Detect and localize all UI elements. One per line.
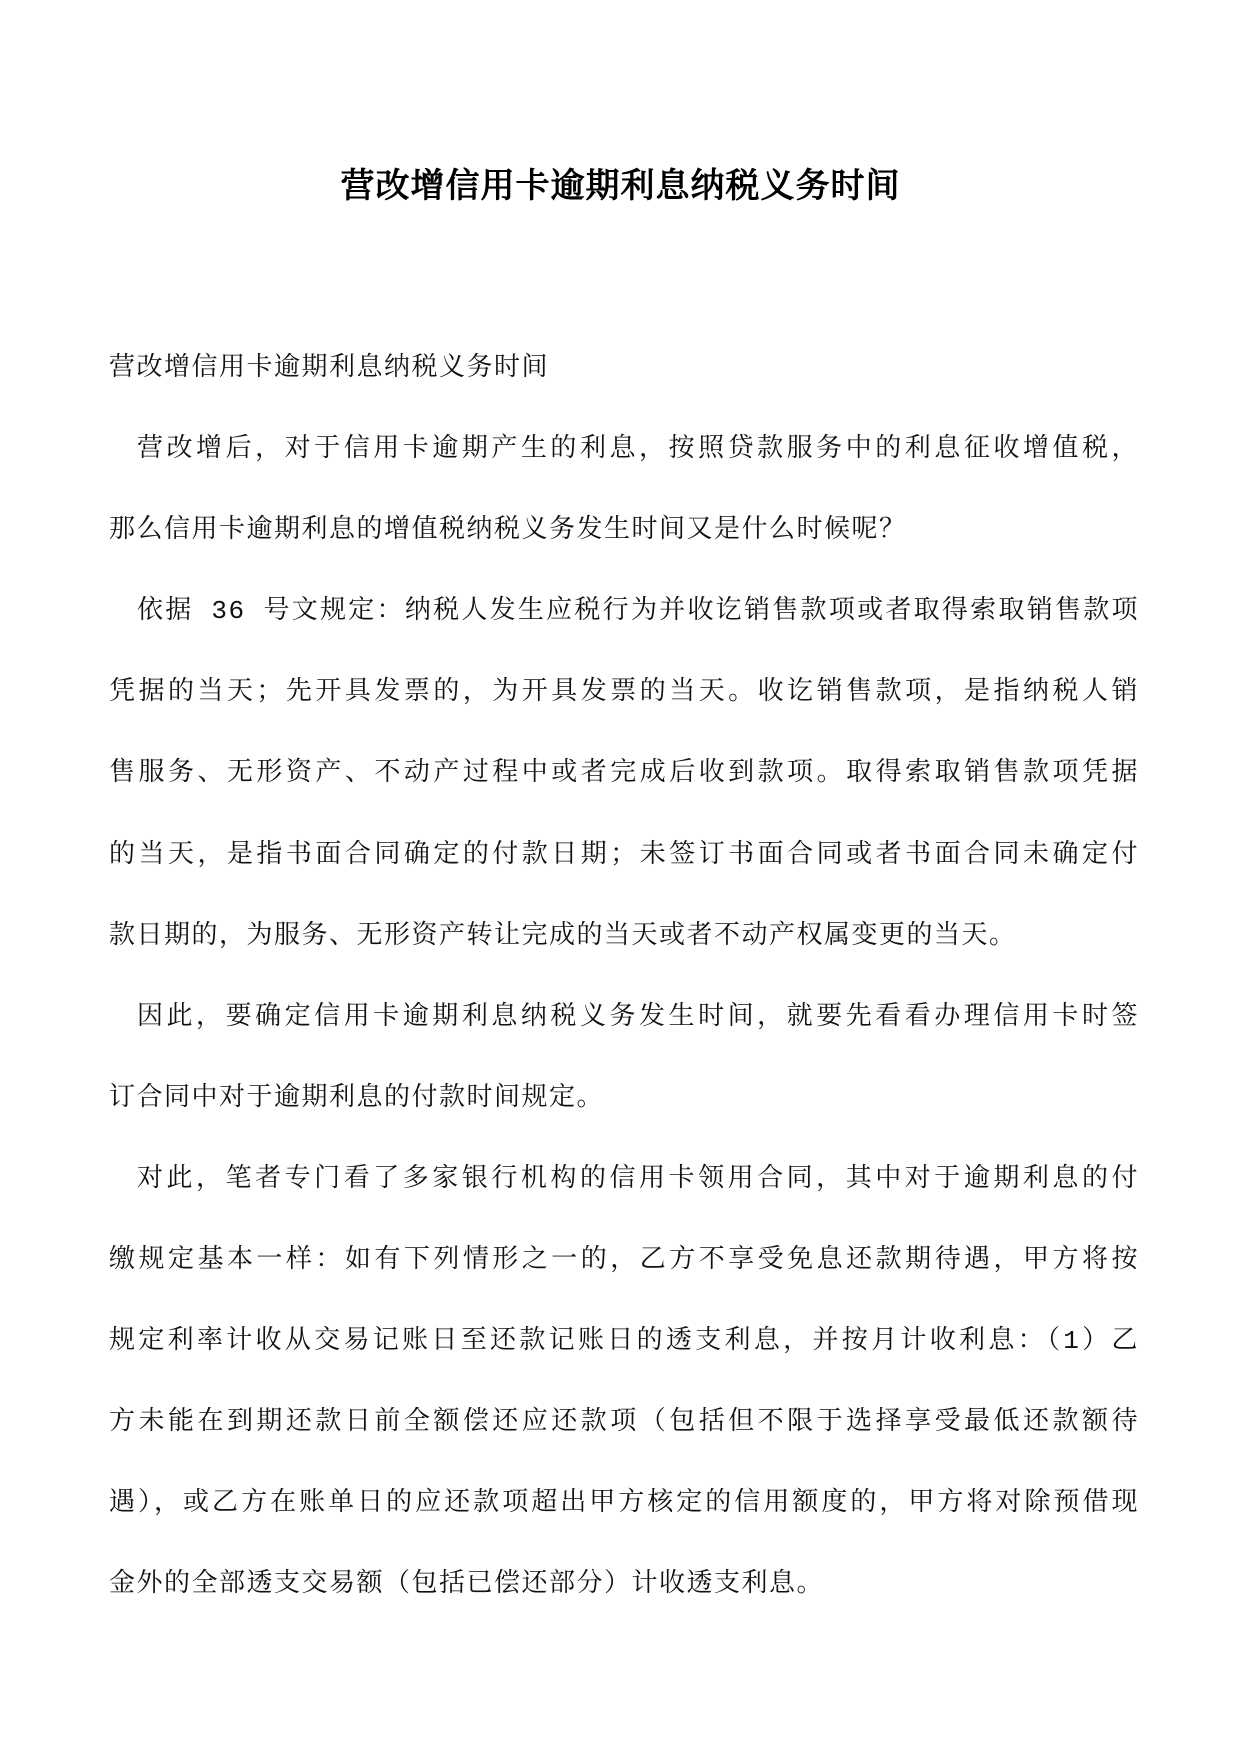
paragraph-line: 款日期的，为服务、无形资产转让完成的当天或者不动产权属变更的当天。 <box>109 920 1017 951</box>
paragraph-line: 营改增后，对于信用卡逾期产生的利息，按照贷款服务中的利息征收增值税， <box>137 434 1139 465</box>
paragraph-line: 因此，要确定信用卡逾期利息纳税义务发生时间，就要先看看办理信用卡时签 <box>137 1001 1139 1032</box>
document-subheading: 营改增信用卡逾期利息纳税义务时间 <box>109 353 550 383</box>
paragraph <box>109 571 1139 976</box>
document-body <box>109 328 1139 1626</box>
paragraph-line: 依据 36 号文规定：纳税人发生应税行为并收讫销售款项或者取得索取销售款项 <box>137 596 1139 627</box>
paragraph-line: 遇），或乙方在账单日的应还款项超出甲方核定的信用额度的，甲方将对除预借现 <box>109 1488 1139 1519</box>
paragraph-line: 规定利率计收从交易记账日至还款记账日的透支利息，并按月计收利息：（1）乙 <box>109 1326 1139 1357</box>
paragraph-line: 对此，笔者专门看了多家银行机构的信用卡领用合同，其中对于逾期利息的付 <box>137 1163 1139 1194</box>
paragraph <box>109 1139 1139 1626</box>
paragraph-line: 那么信用卡逾期利息的增值税纳税义务发生时间又是什么时候呢？ <box>109 515 907 546</box>
paragraph-line: 凭据的当天；先开具发票的，为开具发票的当天。收讫销售款项，是指纳税人销 <box>109 677 1139 708</box>
paragraph <box>109 977 1139 1139</box>
paragraph-line: 金外的全部透支交易额（包括已偿还部分）计收透支利息。 <box>109 1569 825 1600</box>
paragraph-line: 售服务、无形资产、不动产过程中或者完成后收到款项。取得索取销售款项凭据 <box>109 758 1139 789</box>
paragraph-line: 的当天，是指书面合同确定的付款日期；未签订书面合同或者书面合同未确定付 <box>109 839 1139 870</box>
paragraph <box>109 409 1139 571</box>
document-title: 营改增信用卡逾期利息纳税义务时间 <box>340 166 901 206</box>
paragraph-line: 缴规定基本一样：如有下列情形之一的，乙方不享受免息还款期待遇，甲方将按 <box>109 1245 1139 1276</box>
paragraph-line: 订合同中对于逾期利息的付款时间规定。 <box>109 1082 605 1113</box>
paragraph-line: 方未能在到期还款日前全额偿还应还款项（包括但不限于选择享受最低还款额待 <box>109 1407 1139 1438</box>
